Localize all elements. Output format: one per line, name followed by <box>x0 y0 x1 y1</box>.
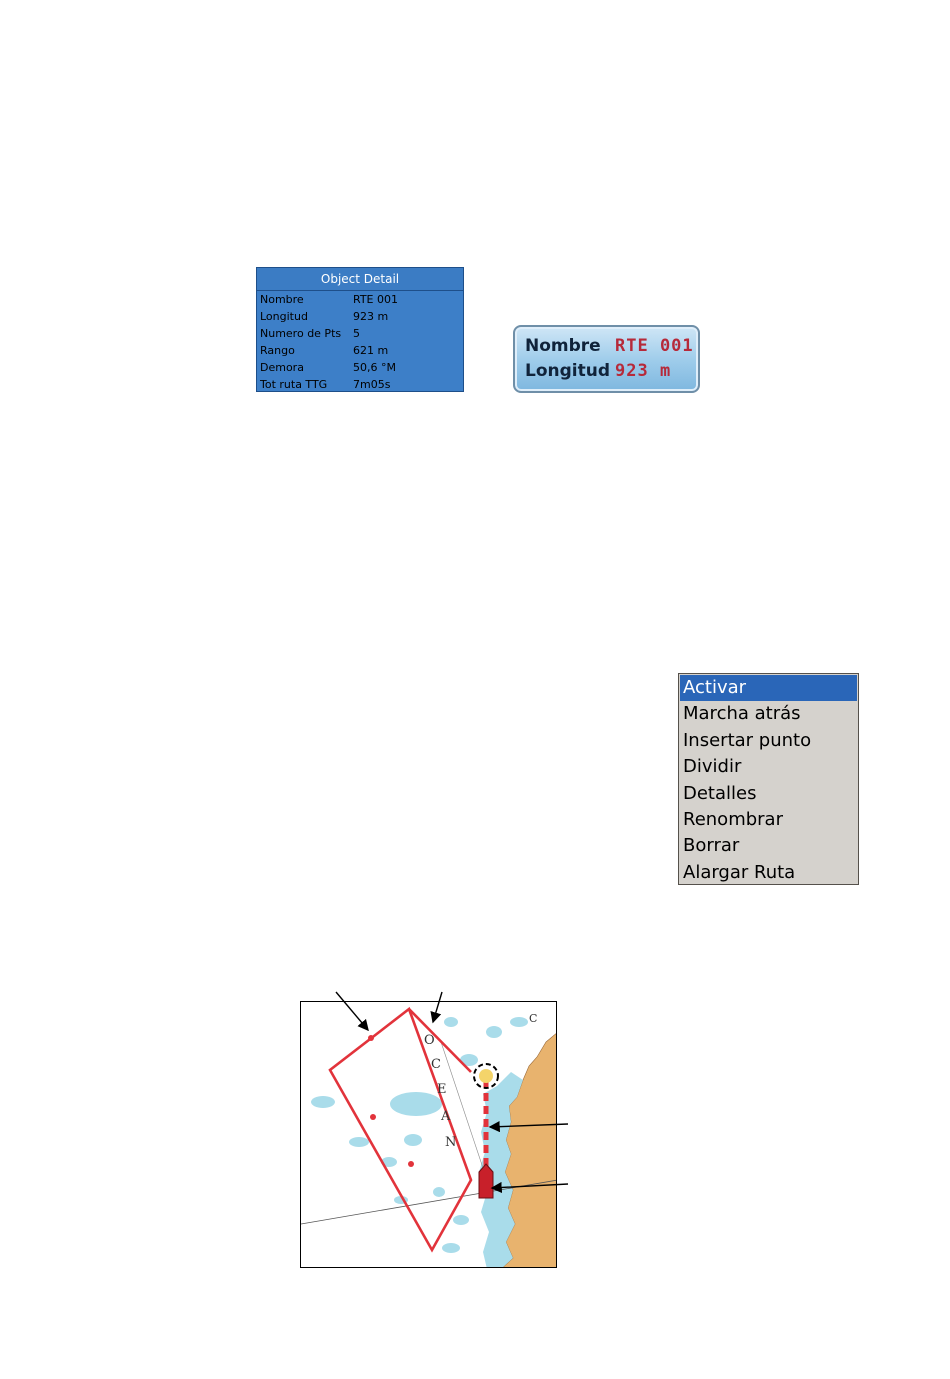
menu-item-renombrar[interactable]: Renombrar <box>683 808 783 830</box>
menu-item-insertar-punto[interactable]: Insertar punto <box>683 729 812 751</box>
route-waypoint <box>370 1114 376 1120</box>
detail-row-demora <box>257 359 463 376</box>
route-info-popup <box>513 325 700 393</box>
menu-item-activar[interactable]: Activar <box>680 675 857 701</box>
shoal <box>404 1134 422 1146</box>
detail-row-rango <box>257 342 463 359</box>
route-context-menu <box>678 673 859 885</box>
detail-label: Demora <box>260 361 304 374</box>
route-line <box>330 1009 471 1250</box>
shoal <box>433 1187 445 1197</box>
popup-name-value: RTE 001 <box>615 336 694 356</box>
shoal <box>311 1096 335 1108</box>
shoal <box>442 1243 460 1253</box>
object-detail-panel <box>256 267 464 392</box>
chart-canvas <box>301 1002 557 1268</box>
detail-value: RTE 001 <box>353 293 399 306</box>
ocean-letter: C <box>431 1057 441 1072</box>
detail-row-longitud <box>257 308 463 325</box>
detail-label: Longitud <box>260 310 308 323</box>
ocean-letter: A <box>441 1109 451 1124</box>
shoal <box>510 1017 528 1027</box>
menu-item-marcha-atras[interactable]: Marcha atrás <box>683 703 801 725</box>
menu-item-alargar-ruta[interactable]: Alargar Ruta <box>683 861 796 883</box>
detail-row-numero-pts <box>257 325 463 342</box>
nautical-chart[interactable] <box>300 1001 557 1268</box>
ocean-letter: E <box>437 1082 447 1097</box>
detail-label: Rango <box>260 344 295 357</box>
shoal <box>349 1137 369 1147</box>
shoal <box>390 1092 442 1116</box>
popup-name-label: Nombre <box>525 336 601 356</box>
detail-row-nombre <box>257 291 463 308</box>
shoal <box>453 1215 469 1225</box>
detail-value: 621 m <box>353 344 389 357</box>
detail-label: Nombre <box>260 293 304 306</box>
detail-value: 5 <box>353 327 360 340</box>
detail-row-ttg <box>257 376 463 393</box>
route-waypoint <box>368 1035 374 1041</box>
chart-corner-letter: C <box>529 1012 538 1025</box>
target-waypoint <box>479 1069 493 1083</box>
detail-value: 7m05s <box>353 378 391 391</box>
menu-item-detalles[interactable]: Detalles <box>683 782 757 804</box>
shoal <box>444 1017 458 1027</box>
detail-value: 923 m <box>353 310 389 323</box>
menu-item-dividir[interactable]: Dividir <box>683 756 742 778</box>
shoal <box>486 1026 502 1038</box>
detail-value: 50,6 °M <box>353 361 396 374</box>
detail-label: Numero de Pts <box>260 327 342 340</box>
ocean-letter: O <box>424 1033 435 1048</box>
object-detail-title: Object Detail <box>257 268 463 291</box>
ocean-letter: N <box>445 1135 457 1150</box>
menu-item-borrar[interactable]: Borrar <box>683 835 740 857</box>
route-waypoint <box>408 1161 414 1167</box>
detail-label: Tot ruta TTG <box>260 378 328 391</box>
popup-length-label: Longitud <box>525 361 611 381</box>
vessel-icon <box>479 1164 493 1198</box>
popup-length-value: 923 m <box>615 361 672 381</box>
